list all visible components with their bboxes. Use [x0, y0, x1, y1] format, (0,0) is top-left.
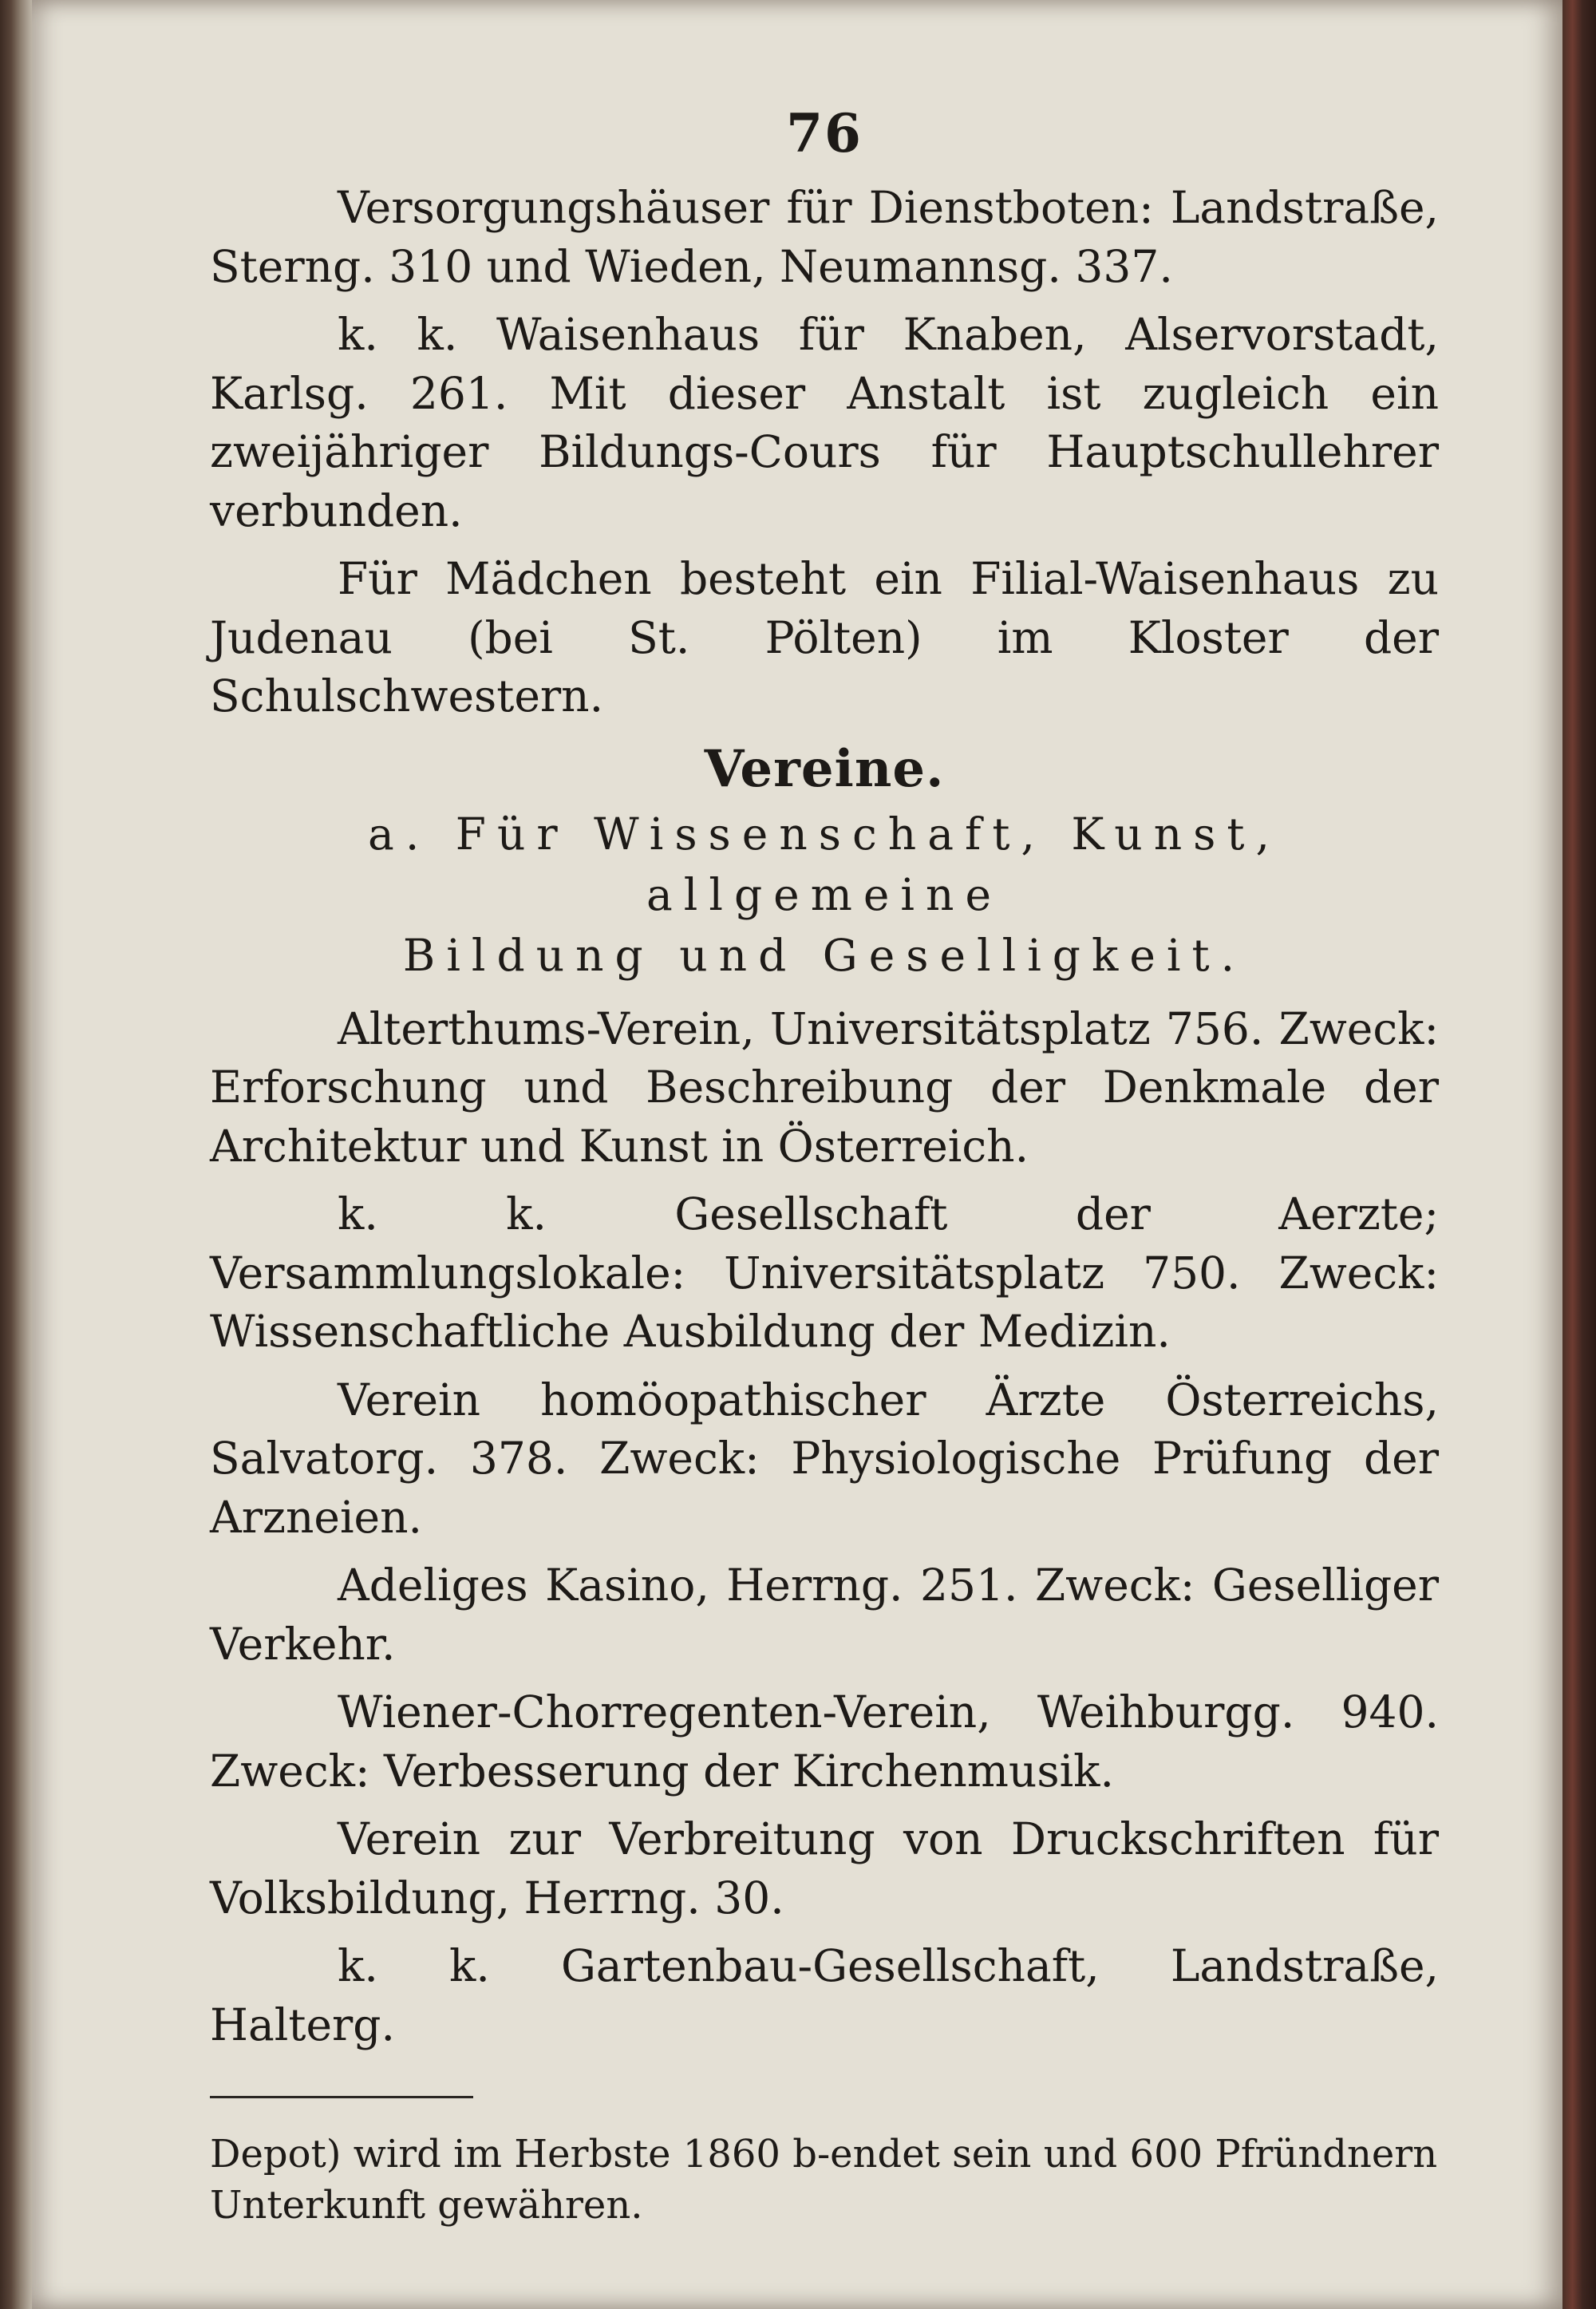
- section-title: Vereine.: [704, 738, 945, 799]
- entry-homoeopathische-aerzte: Verein homöopathischer Ärzte Österreichs, Salvatorg. 378. Zweck: Physiologische Prüfung der Arzneien.: [210, 1374, 1439, 1543]
- paragraph-versorgungshaeuser: Versorgungshäuser für Dienstboten: Landstraße, Sterng. 310 und Wieden, Neumannsg. 337.: [210, 182, 1439, 292]
- footnote-divider: [210, 2096, 473, 2098]
- section-subheading: [210, 804, 1439, 986]
- entry-chorregenten-verein: Wiener-Chorregenten-Verein, Weihburgg. 940. Zweck: Verbesserung der Kirchenmusik.: [210, 1686, 1439, 1797]
- subheading-line-1: a. Für Wissenschaft, Kunst, allgemeine: [368, 808, 1281, 920]
- paragraph-waisenhaus-maedchen: Für Mädchen besteht ein Filial-Waisenhaus zu Judenau (bei St. Pölten) im Kloster der Schulschwestern.: [210, 553, 1439, 722]
- footnote: Depot) wird im Herbste 1860 b-endet sein und 600 Pfründnern Unterkunft gewähren.: [210, 2132, 1438, 2228]
- entry-alterthums-verein: Alterthums-Verein, Universitätsplatz 756. Zweck: Erforschung und Beschreibung der Denkmale der Architektur und Kunst in Österreich.: [210, 1002, 1439, 1172]
- page-number: 76: [786, 102, 863, 164]
- entry-druckschriften-verein: Verein zur Verbreitung von Druckschriften für Volksbildung, Herrng. 30.: [210, 1813, 1439, 1924]
- entry-adeliges-kasino: Adeliges Kasino, Herrng. 251. Zweck: Geselliger Verkehr.: [210, 1560, 1439, 1670]
- page-text-block: [210, 88, 1439, 2231]
- entry-gartenbau-gesellschaft: k. k. Gartenbau-Gesellschaft, Landstraße, Halterg.: [210, 1940, 1439, 2050]
- paragraph-waisenhaus-knaben: k. k. Waisenhaus für Knaben, Alservorstadt, Karlsg. 261. Mit dieser Anstalt ist zugleich ein zweijähriger Bildungs-Cours für Hauptschullehrer verbunden.: [210, 309, 1439, 536]
- subheading-line-2: Bildung und Geselligkeit.: [402, 929, 1246, 981]
- book-spine-edge: [1562, 0, 1596, 2309]
- entry-gesellschaft-aerzte: k. k. Gesellschaft der Aerzte; Versammlungslokale: Universitätsplatz 750. Zweck: Wissenschaftliche Ausbildung der Medizin.: [210, 1188, 1439, 1357]
